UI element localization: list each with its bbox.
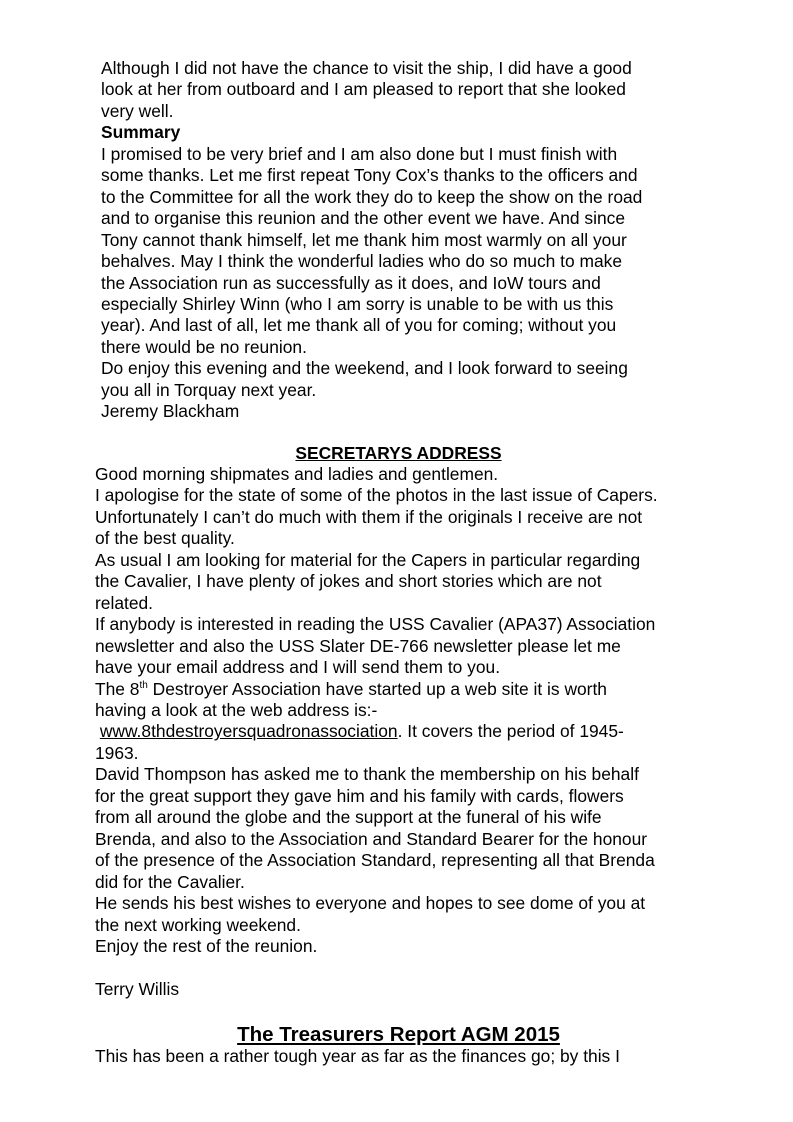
letter-line: Although I did not have the chance to visit the ship, I did have a good xyxy=(101,58,632,78)
blank-line xyxy=(95,957,658,978)
secretary-line: Good morning shipmates and ladies and gentlemen. xyxy=(95,464,499,484)
secretary-address xyxy=(95,464,658,1000)
summary-line: some thanks. Let me first repeat Tony Cox’s thanks to the officers and xyxy=(101,165,638,186)
secretary-heading: SECRETARYS ADDRESS xyxy=(295,443,502,463)
letter-line: look at her from outboard and I am pleased to report that she looked xyxy=(101,79,626,100)
secretary-line: As usual I am looking for material for the Capers in particular regarding xyxy=(95,549,641,570)
summary-line: year). And last of all, let me thank all of you for coming; without you xyxy=(101,315,617,336)
secretary-line: related. xyxy=(95,592,154,613)
summary-line: you all in Torquay next year. xyxy=(101,379,317,400)
web-intro-line: having a look at the web address is:- xyxy=(95,699,378,720)
secretary-line: of the best quality. xyxy=(95,528,235,549)
treasurer-first-line: This has been a rather tough year as far as the finances go; by this I xyxy=(95,1046,620,1066)
destroyer-suffix: Destroyer Association have started up a web site it is worth xyxy=(147,678,607,699)
secretary-line: the Cavalier, I have plenty of jokes and short stories which are not xyxy=(95,571,602,592)
secretary-line: If anybody is interested in reading the USS Cavalier (APA37) Association xyxy=(95,614,656,635)
summary-line: I promised to be very brief and I am also done but I must finish with xyxy=(101,143,618,164)
destroyer-line xyxy=(95,679,658,700)
secretary-line: I apologise for the state of some of the photos in the last issue of Capers. xyxy=(95,485,658,506)
secretary-line: He sends his best wishes to everyone and hopes to see dome of you at xyxy=(95,893,646,914)
summary-line: Do enjoy this evening and the weekend, and I look forward to seeing xyxy=(101,358,628,379)
secretary-line: did for the Cavalier. xyxy=(95,871,245,892)
summary-line: and to organise this reunion and the other event we have. And since xyxy=(101,208,626,229)
web-year-line: 1963. xyxy=(95,742,139,763)
summary-line: there would be no reunion. xyxy=(101,336,307,357)
secretary-line: David Thompson has asked me to thank the membership on his behalf xyxy=(95,764,639,785)
letter-line: very well. xyxy=(101,100,174,121)
secretary-line: Unfortunately I can’t do much with them if the originals I receive are not xyxy=(95,506,643,527)
summary-line: the Association run as successfully as it does, and IoW tours and xyxy=(101,272,601,293)
secretary-line: have your email address and I will send them to you. xyxy=(95,657,501,678)
summary-line: behalves. May I think the wonderful ladies who do so much to make xyxy=(101,251,623,272)
treasurer-heading: The Treasurers Report AGM 2015 xyxy=(237,1023,560,1046)
ordinal-superscript: th xyxy=(139,679,148,691)
secretary-line: newsletter and also the USS Slater DE-766 newsletter please let me xyxy=(95,635,621,656)
summary-heading: Summary xyxy=(101,122,181,143)
secretary-line: Enjoy the rest of the reunion. xyxy=(95,935,318,956)
secretary-line: from all around the globe and the support at the funeral of his wife xyxy=(95,807,602,828)
web-address-line xyxy=(95,721,658,742)
web-period-text: . It covers the period of 1945- xyxy=(397,721,624,742)
secretary-line: for the great support they gave him and his family with cards, flowers xyxy=(95,785,624,806)
summary-line: Tony cannot thank himself, let me thank him most warmly on all your xyxy=(101,229,627,250)
secretary-line: the next working weekend. xyxy=(95,914,301,935)
destroyer-prefix: The 8 xyxy=(95,678,140,699)
summary-line: to the Committee for all the work they do to keep the show on the road xyxy=(101,186,643,207)
summary-line: especially Shirley Winn (who I am sorry is unable to be with us this xyxy=(101,293,614,314)
secretary-line: of the presence of the Association Standard, representing all that Brenda xyxy=(95,850,655,871)
secretary-signature: Terry Willis xyxy=(95,978,180,999)
secretary-line: Brenda, and also to the Association and Standard Bearer for the honour xyxy=(95,828,648,849)
chairman-letter xyxy=(101,58,642,423)
web-address-link[interactable]: www.8thdestroyersquadronassociation xyxy=(99,721,398,742)
letter-signature: Jeremy Blackham xyxy=(101,401,240,422)
